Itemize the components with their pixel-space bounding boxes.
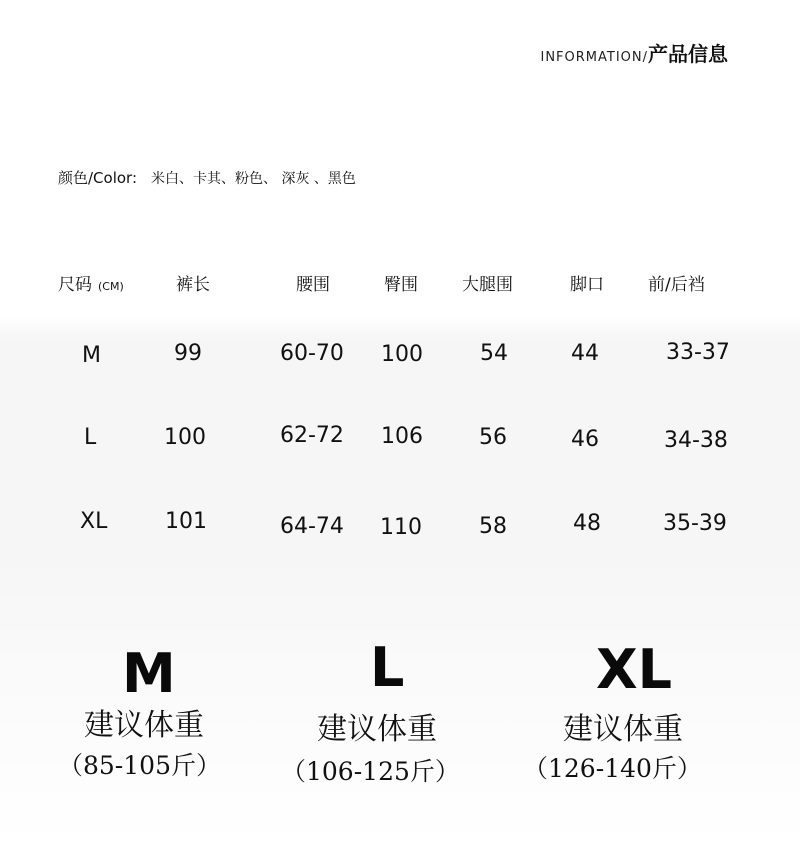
header-thigh: 大腿围 <box>462 275 513 295</box>
table-cell-hip: 110 <box>380 515 422 540</box>
weight-label-m: 建议体重 <box>84 708 204 743</box>
title-english: INFORMATION/ <box>540 50 648 65</box>
table-cell-length: 101 <box>165 509 207 534</box>
weight-size-l: L <box>370 636 405 699</box>
header-waist: 腰围 <box>296 275 330 295</box>
weight-range-l: （106-125斤） <box>281 757 460 786</box>
table-cell-hip: 100 <box>381 342 423 367</box>
table-cell-rise: 33-37 <box>666 340 730 365</box>
title-chinese: 产品信息 <box>648 42 728 66</box>
header-size-unit: (CM) <box>98 280 124 293</box>
header-size: 尺码 (CM) <box>58 275 124 295</box>
page-title <box>540 38 728 67</box>
table-cell-waist: 62-72 <box>280 423 344 448</box>
color-values: 米白、卡其、粉色、 深灰 、黑色 <box>151 171 356 187</box>
weight-label-xl: 建议体重 <box>563 712 683 747</box>
color-info <box>58 167 356 188</box>
header-rise: 前/后裆 <box>648 275 705 295</box>
weight-label-l: 建议体重 <box>317 712 437 747</box>
table-cell-hem: 44 <box>571 341 599 366</box>
table-cell-hem: 46 <box>571 427 599 452</box>
table-cell-hem: 48 <box>573 511 601 536</box>
table-cell-waist: 64-74 <box>280 514 344 539</box>
table-cell-length: 100 <box>164 425 206 450</box>
table-cell-length: 99 <box>174 341 202 366</box>
header-length: 裤长 <box>176 275 210 295</box>
header-hem: 脚口 <box>570 275 604 295</box>
header-hip: 臀围 <box>384 275 418 295</box>
table-cell-rise: 34-38 <box>664 428 728 453</box>
table-cell-thigh: 54 <box>480 341 508 366</box>
table-cell-waist: 60-70 <box>280 341 344 366</box>
color-label: 颜色/Color: <box>58 169 138 187</box>
weight-size-m: M <box>122 642 176 705</box>
table-cell-size: L <box>84 425 97 450</box>
table-cell-rise: 35-39 <box>663 511 727 536</box>
table-cell-thigh: 58 <box>479 514 507 539</box>
weight-size-xl: XL <box>596 638 673 701</box>
table-cell-size: XL <box>80 509 108 534</box>
table-cell-size: M <box>82 343 101 368</box>
table-cell-hip: 106 <box>381 424 423 449</box>
table-cell-thigh: 56 <box>479 425 507 450</box>
weight-range-m: （85-105斤） <box>58 751 221 780</box>
weight-range-xl: （126-140斤） <box>523 754 702 783</box>
